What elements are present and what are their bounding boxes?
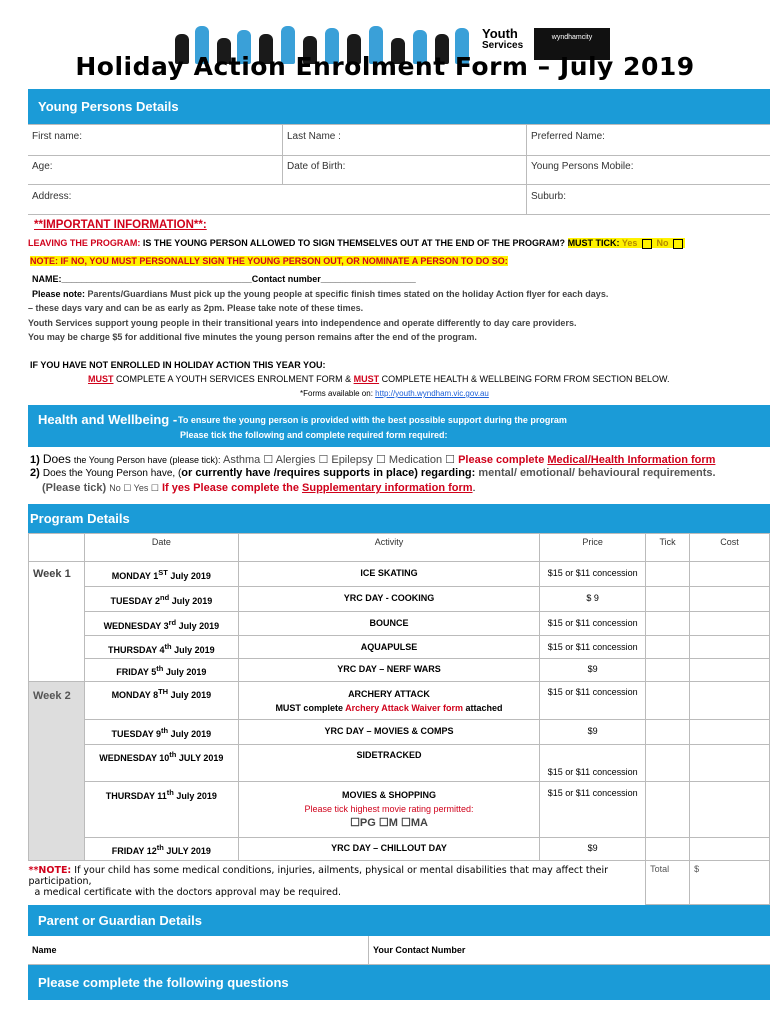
- q2-text: Does the Young Person have, (: [42, 468, 182, 479]
- date-cell: [84, 636, 238, 659]
- activity-cell: SIDETRACKED: [238, 745, 539, 782]
- date-cell: [84, 720, 238, 745]
- col-cost: Cost: [690, 534, 770, 562]
- archery-must: MUST complete: [275, 703, 343, 713]
- logo-youth-text: Youth: [482, 26, 518, 41]
- parent-heading: Parent or Guardian Details: [28, 905, 770, 936]
- note-line-3: Youth Services support young people in their transitional years into independence and operate differently to day care providers.: [28, 318, 577, 328]
- week-2-label: Week 2: [29, 682, 85, 861]
- date-sup: th: [156, 843, 164, 852]
- young-persons-heading: Young Persons Details: [28, 89, 770, 124]
- date-cell: [84, 782, 238, 838]
- parent-contact-field[interactable]: Your Contact Number: [368, 936, 770, 964]
- date-day: MONDAY 8: [111, 690, 159, 700]
- date-rest: JULY 2019: [176, 753, 224, 763]
- yes-checkbox[interactable]: [642, 239, 652, 249]
- table-row: [29, 720, 770, 745]
- date-day: THURSDAY 11: [105, 791, 167, 801]
- forms-link[interactable]: http://youth.wyndham.vic.gov.au: [375, 389, 489, 398]
- date-sup: rd: [168, 618, 177, 627]
- last-name-field[interactable]: Last Name :: [282, 125, 526, 155]
- please-note-line: [32, 289, 608, 299]
- health-sub-2: Please tick the following and complete required form required:: [180, 430, 448, 440]
- date-sup: ST: [158, 568, 168, 577]
- movie-rating-options[interactable]: ☐PG ☐M ☐MA: [350, 817, 428, 829]
- first-name-field[interactable]: First name:: [32, 131, 83, 142]
- tick-cell[interactable]: [646, 636, 690, 659]
- cost-cell[interactable]: [690, 782, 770, 838]
- please-note-label: Please note:: [32, 289, 86, 299]
- note-label: **NOTE:: [28, 865, 72, 876]
- archery-waiver-link[interactable]: Archery Attack Waiver form: [345, 703, 463, 713]
- table-row: [29, 636, 770, 659]
- date-rest: July 2019: [168, 729, 212, 739]
- no-checkbox[interactable]: [673, 239, 683, 249]
- logo-services-text: Services: [482, 40, 524, 51]
- date-sup: th: [156, 664, 164, 673]
- date-rest: July 2019: [169, 596, 213, 606]
- total-label: Total: [646, 861, 690, 905]
- dob-field[interactable]: Date of Birth:: [282, 155, 526, 184]
- q2-end: .: [472, 482, 476, 494]
- health-question-2: [30, 467, 716, 479]
- date-sup: th: [164, 642, 172, 651]
- cost-cell[interactable]: [690, 720, 770, 745]
- q2-tick-label: (Please tick): [42, 482, 107, 494]
- yes-label: Yes: [621, 238, 638, 248]
- q1-options[interactable]: Asthma ☐ Alergies ☐ Epilepsy ☐ Medication ☐: [222, 454, 456, 466]
- note-row: [29, 861, 770, 905]
- activity-cell: [238, 682, 539, 720]
- price-cell: $9: [540, 659, 646, 682]
- must-tick-group: [568, 238, 685, 248]
- date-cell: [84, 587, 238, 612]
- tick-cell[interactable]: [646, 838, 690, 861]
- tick-cell[interactable]: [646, 682, 690, 720]
- date-cell: [84, 659, 238, 682]
- questions-heading: Please complete the following questions: [28, 965, 770, 1000]
- date-rest: July 2019: [163, 667, 207, 677]
- q2-bold: or currently have /requires supports in place) regarding:: [181, 467, 476, 479]
- leaving-label: LEAVING THE PROGRAM:: [28, 238, 141, 248]
- total-value-field[interactable]: $: [690, 861, 770, 905]
- date-rest: July 2019: [167, 571, 211, 581]
- q1-text: the Young Person have (please tick):: [73, 455, 221, 465]
- leaving-program-line: [28, 238, 770, 249]
- activity-name: MOVIES & SHOPPING: [341, 790, 436, 800]
- tick-cell[interactable]: [646, 782, 690, 838]
- forms-available-label: *Forms available on:: [300, 389, 373, 398]
- young-persons-row-1: [28, 124, 770, 156]
- date-cell: [84, 745, 238, 782]
- activity-cell: ICE SKATING: [238, 562, 539, 587]
- cost-cell[interactable]: [690, 659, 770, 682]
- parent-name-field[interactable]: Name: [32, 945, 57, 955]
- q1-does: Does: [42, 452, 71, 466]
- date-day: WEDNESDAY 10: [99, 753, 170, 763]
- col-tick: Tick: [646, 534, 690, 562]
- col-price: Price: [540, 534, 646, 562]
- tick-cell[interactable]: [646, 659, 690, 682]
- table-row: [29, 682, 770, 720]
- table-row: [29, 612, 770, 636]
- date-day: TUESDAY 9: [111, 729, 162, 739]
- activity-name: ARCHERY ATTACK: [348, 689, 430, 699]
- health-heading: Health and Wellbeing -: [38, 412, 178, 427]
- sign-out-note: NOTE: IF NO, YOU MUST PERSONALLY SIGN THE YOUNG PERSON OUT, OR NOMINATE A PERSON TO DO SO:: [30, 256, 508, 266]
- date-sup: th: [161, 726, 169, 735]
- cost-cell[interactable]: [690, 838, 770, 861]
- activity-cell: AQUAPULSE: [238, 636, 539, 659]
- col-date: Date: [84, 534, 238, 562]
- supplementary-form-link[interactable]: Supplementary information form: [302, 482, 473, 494]
- program-table: [28, 533, 770, 905]
- age-field[interactable]: Age:: [32, 161, 53, 172]
- col-activity: Activity: [238, 534, 539, 562]
- address-field[interactable]: Address:: [32, 191, 72, 202]
- logo-council-text: wyndhamcity: [551, 34, 593, 41]
- young-persons-row-3: [28, 185, 770, 215]
- not-enrolled-line: IF YOU HAVE NOT ENROLLED IN HOLIDAY ACTION THIS YEAR YOU:: [30, 360, 326, 370]
- date-sup: TH: [158, 687, 169, 696]
- tick-cell[interactable]: [646, 745, 690, 782]
- young-persons-row-2: [28, 155, 770, 185]
- price-cell: $15 or $11 concession: [540, 782, 646, 838]
- date-rest: July 2019: [173, 791, 217, 801]
- date-rest: July 2019: [168, 690, 212, 700]
- week-1-label: Week 1: [29, 562, 85, 682]
- health-question-2-tick: [42, 482, 476, 494]
- medical-form-link[interactable]: Medical/Health Information form: [547, 454, 716, 466]
- important-heading: **IMPORTANT INFORMATION**:: [34, 219, 207, 231]
- q1-please-complete: Please complete: [458, 454, 545, 466]
- complete-enrolment-text: COMPLETE A YOUTH SERVICES ENROLMENT FORM &: [116, 374, 352, 384]
- leaving-question: IS THE YOUNG PERSON ALLOWED TO SIGN THEMSELVES OUT AT THE END OF THE PROGRAM?: [142, 238, 566, 248]
- cost-cell[interactable]: [690, 745, 770, 782]
- table-row: [29, 838, 770, 861]
- q1-number: 1): [30, 454, 40, 466]
- date-cell: [84, 562, 238, 587]
- table-row: [29, 745, 770, 782]
- date-cell: [84, 838, 238, 861]
- q2-tail: mental/ emotional/ behavioural requirements.: [478, 467, 716, 479]
- please-note-text: Parents/Guardians Must pick up the young people at specific finish times stated on the holiday Action flyer for each days.: [87, 289, 609, 299]
- activity-cell: YRC DAY – MOVIES & COMPS: [238, 720, 539, 745]
- activity-cell: YRC DAY – NERF WARS: [238, 659, 539, 682]
- cost-cell[interactable]: [690, 612, 770, 636]
- date-sup: nd: [160, 593, 170, 602]
- date-day: FRIDAY 5: [116, 667, 157, 677]
- note-text: If your child has some medical conditions, injuries, ailments, physical or mental disabilities that may affect their participation,: [28, 865, 609, 887]
- no-label: No: [656, 238, 669, 248]
- tick-cell[interactable]: [646, 720, 690, 745]
- must-2: MUST: [353, 374, 380, 384]
- price-cell: $9: [540, 720, 646, 745]
- health-sub-1: To ensure the young person is provided with the best possible support during the program: [178, 415, 567, 425]
- forms-available-line: [300, 389, 489, 398]
- archery-tail: attached: [465, 703, 503, 713]
- cost-cell[interactable]: [690, 562, 770, 587]
- tick-cell[interactable]: [646, 587, 690, 612]
- activity-cell: BOUNCE: [238, 612, 539, 636]
- cost-cell[interactable]: [690, 636, 770, 659]
- nominee-name-line[interactable]: NAME:______________________________________Contact number___________________: [32, 274, 416, 284]
- tick-cell[interactable]: [646, 562, 690, 587]
- mobile-field[interactable]: Young Persons Mobile:: [526, 155, 770, 184]
- q2-number: 2): [30, 467, 40, 479]
- price-cell: $15 or $11 concession: [540, 636, 646, 659]
- q2-options[interactable]: No ☐ Yes ☐: [109, 483, 159, 493]
- program-heading: Program Details: [28, 504, 770, 533]
- table-row: [29, 562, 770, 587]
- health-question-1: [30, 452, 715, 466]
- must-complete-line: [88, 374, 669, 384]
- table-row: [29, 587, 770, 612]
- cost-cell[interactable]: [690, 682, 770, 720]
- price-cell: $15 or $11 concession: [540, 612, 646, 636]
- youth-services-logo: [482, 28, 523, 52]
- date-rest: July 2019: [171, 645, 215, 655]
- suburb-field[interactable]: Suburb:: [526, 185, 770, 214]
- complete-health-text: COMPLETE HEALTH & WELLBEING FORM FROM SECTION BELOW.: [381, 374, 670, 384]
- price-cell: $15 or $11 concession: [540, 562, 646, 587]
- activity-cell: YRC DAY – CHILLOUT DAY: [238, 838, 539, 861]
- activity-cell: [238, 782, 539, 838]
- price-cell: $15 or $11 concession: [540, 682, 646, 720]
- medical-note: [29, 861, 646, 905]
- date-cell: [84, 612, 238, 636]
- price-cell: $ 9: [540, 587, 646, 612]
- parent-row: [28, 936, 770, 965]
- tick-cell[interactable]: [646, 612, 690, 636]
- activity-cell: YRC DAY - COOKING: [238, 587, 539, 612]
- date-day: FRIDAY 12: [111, 846, 157, 856]
- date-day: TUESDAY 2: [110, 596, 161, 606]
- price-cell: $9: [540, 838, 646, 861]
- date-cell: [84, 682, 238, 720]
- date-sup: th: [166, 788, 174, 797]
- table-row: [29, 782, 770, 838]
- blank-header: [29, 534, 85, 562]
- program-header-row: [29, 534, 770, 562]
- movie-rating-prompt: Please tick highest movie rating permitted:: [304, 804, 474, 814]
- must-tick-label: MUST TICK:: [567, 238, 620, 248]
- date-rest: JULY 2019: [163, 846, 211, 856]
- table-row: [29, 659, 770, 682]
- date-day: WEDNESDAY 3: [103, 621, 169, 631]
- date-day: MONDAY 1: [111, 571, 159, 581]
- must-1: MUST: [88, 374, 114, 384]
- page-title: Holiday Action Enrolment Form – July 2019: [75, 52, 695, 81]
- date-day: THURSDAY 4: [108, 645, 165, 655]
- health-heading-bar: [28, 405, 770, 447]
- price-cell: $15 or $11 concession: [540, 745, 646, 782]
- note-line-2: – these days vary and can be as early as 2pm. Please take note of these times.: [28, 303, 364, 313]
- date-sup: th: [169, 750, 177, 759]
- note-line-4: You may be charge $5 for additional five minutes the young person remains after the end of the program.: [28, 332, 477, 342]
- q2-please-complete: If yes Please complete the: [162, 482, 299, 494]
- preferred-name-field[interactable]: Preferred Name:: [526, 125, 770, 155]
- cost-cell[interactable]: [690, 587, 770, 612]
- date-rest: July 2019: [176, 621, 220, 631]
- note-text-2: a medical certificate with the doctors approval may be required.: [34, 887, 342, 898]
